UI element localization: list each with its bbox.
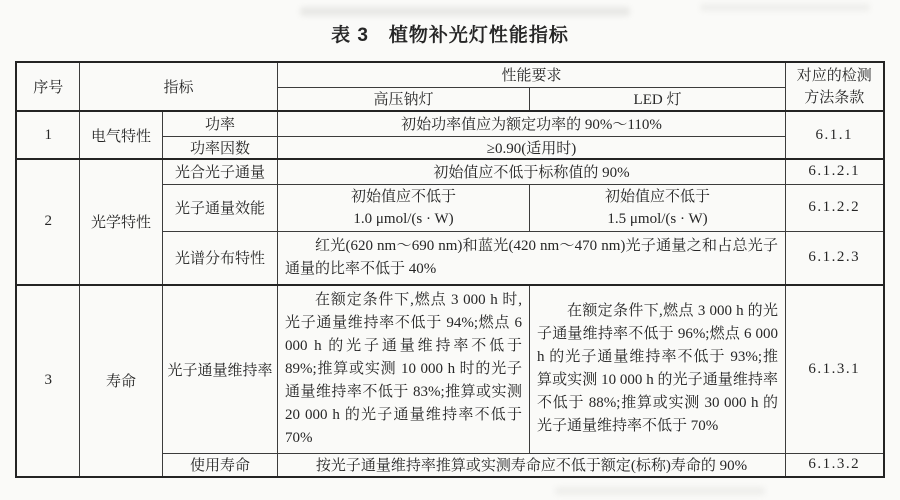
cell-section-no: 3: [16, 285, 79, 478]
cell-indicator: 光子通量效能: [162, 184, 277, 231]
requirement-line: 初始值应不低于: [605, 188, 711, 205]
header-led-lamp: LED 灯: [530, 87, 786, 111]
scan-artifact: [555, 487, 765, 495]
cell-requirement: 初始值应不低于标称值的 90%: [278, 159, 786, 184]
cell-method: 6.1.3.1: [786, 285, 884, 454]
cell-section-no: 2: [16, 159, 79, 285]
cell-method: 6.1.2.1: [786, 159, 884, 184]
cell-requirement: 按光子通量维持率推算或实测寿命应不低于额定(标称)寿命的 90%: [278, 453, 786, 477]
cell-indicator: 功率: [162, 111, 277, 136]
header-indicator: 指标: [79, 62, 277, 111]
cell-method: 6.1.3.2: [786, 453, 884, 477]
cell-category: 电气特性: [79, 111, 162, 159]
cell-method: 6.1.1: [786, 111, 884, 159]
cell-requirement-hps: 在额定条件下,燃点 3 000 h 时,光子通量维持率不低于 94%;燃点 6 000 h 的光子通量维持率不低于 89%;推算或实测 10 000 h 时的光子通量维持率不低于 83%;推算或实测 20 000 h 的光子通量维持率不低于 70%: [278, 285, 530, 454]
performance-table: [15, 61, 884, 478]
cell-requirement: ≥0.90(适用时): [278, 136, 786, 159]
header-requirements: 性能要求: [278, 62, 786, 87]
header-method: [786, 62, 884, 111]
cell-category: 光学特性: [79, 159, 162, 285]
requirement-line: 1.5 μmol/(s · W): [607, 210, 708, 227]
cell-method: 6.1.2.3: [786, 231, 884, 285]
requirement-line: 1.0 μmol/(s · W): [353, 210, 454, 227]
cell-requirement-led: [530, 184, 786, 231]
cell-indicator: 光子通量维持率: [162, 285, 277, 454]
cell-indicator: 光谱分布特性: [162, 231, 277, 285]
cell-indicator: 使用寿命: [162, 453, 277, 477]
cell-indicator: 功率因数: [162, 136, 277, 159]
header-method-line1: 对应的检测: [796, 67, 872, 84]
cell-requirement: 初始功率值应为额定功率的 90%～110%: [278, 111, 786, 136]
header-no: 序号: [16, 62, 79, 111]
cell-requirement-hps: [278, 184, 530, 231]
cell-category: 寿命: [79, 285, 162, 478]
cell-indicator: 光合光子通量: [162, 159, 277, 184]
cell-requirement: 红光(620 nm～690 nm)和蓝光(420 nm～470 nm)光子通量之和占总光子通量的比率不低于 40%: [278, 231, 786, 285]
requirement-line: 初始值应不低于: [350, 188, 456, 205]
cell-method: 6.1.2.2: [786, 184, 884, 231]
header-method-line2: 方法条款: [804, 89, 865, 106]
cell-section-no: 1: [16, 111, 79, 159]
page-title: 表 3 植物补光灯性能指标: [331, 25, 569, 46]
cell-requirement-led: 在额定条件下,燃点 3 000 h 的光子通量维持率不低于 96%;燃点 6 000 h 的光子通量维持率不低于 93%;推算或实测 10 000 h 的光子通量维持率不低于 88%;推算或实测 30 000 h 的光子通量维持率不低于 70%: [530, 285, 786, 454]
header-hps-lamp: 高压钠灯: [278, 87, 530, 111]
